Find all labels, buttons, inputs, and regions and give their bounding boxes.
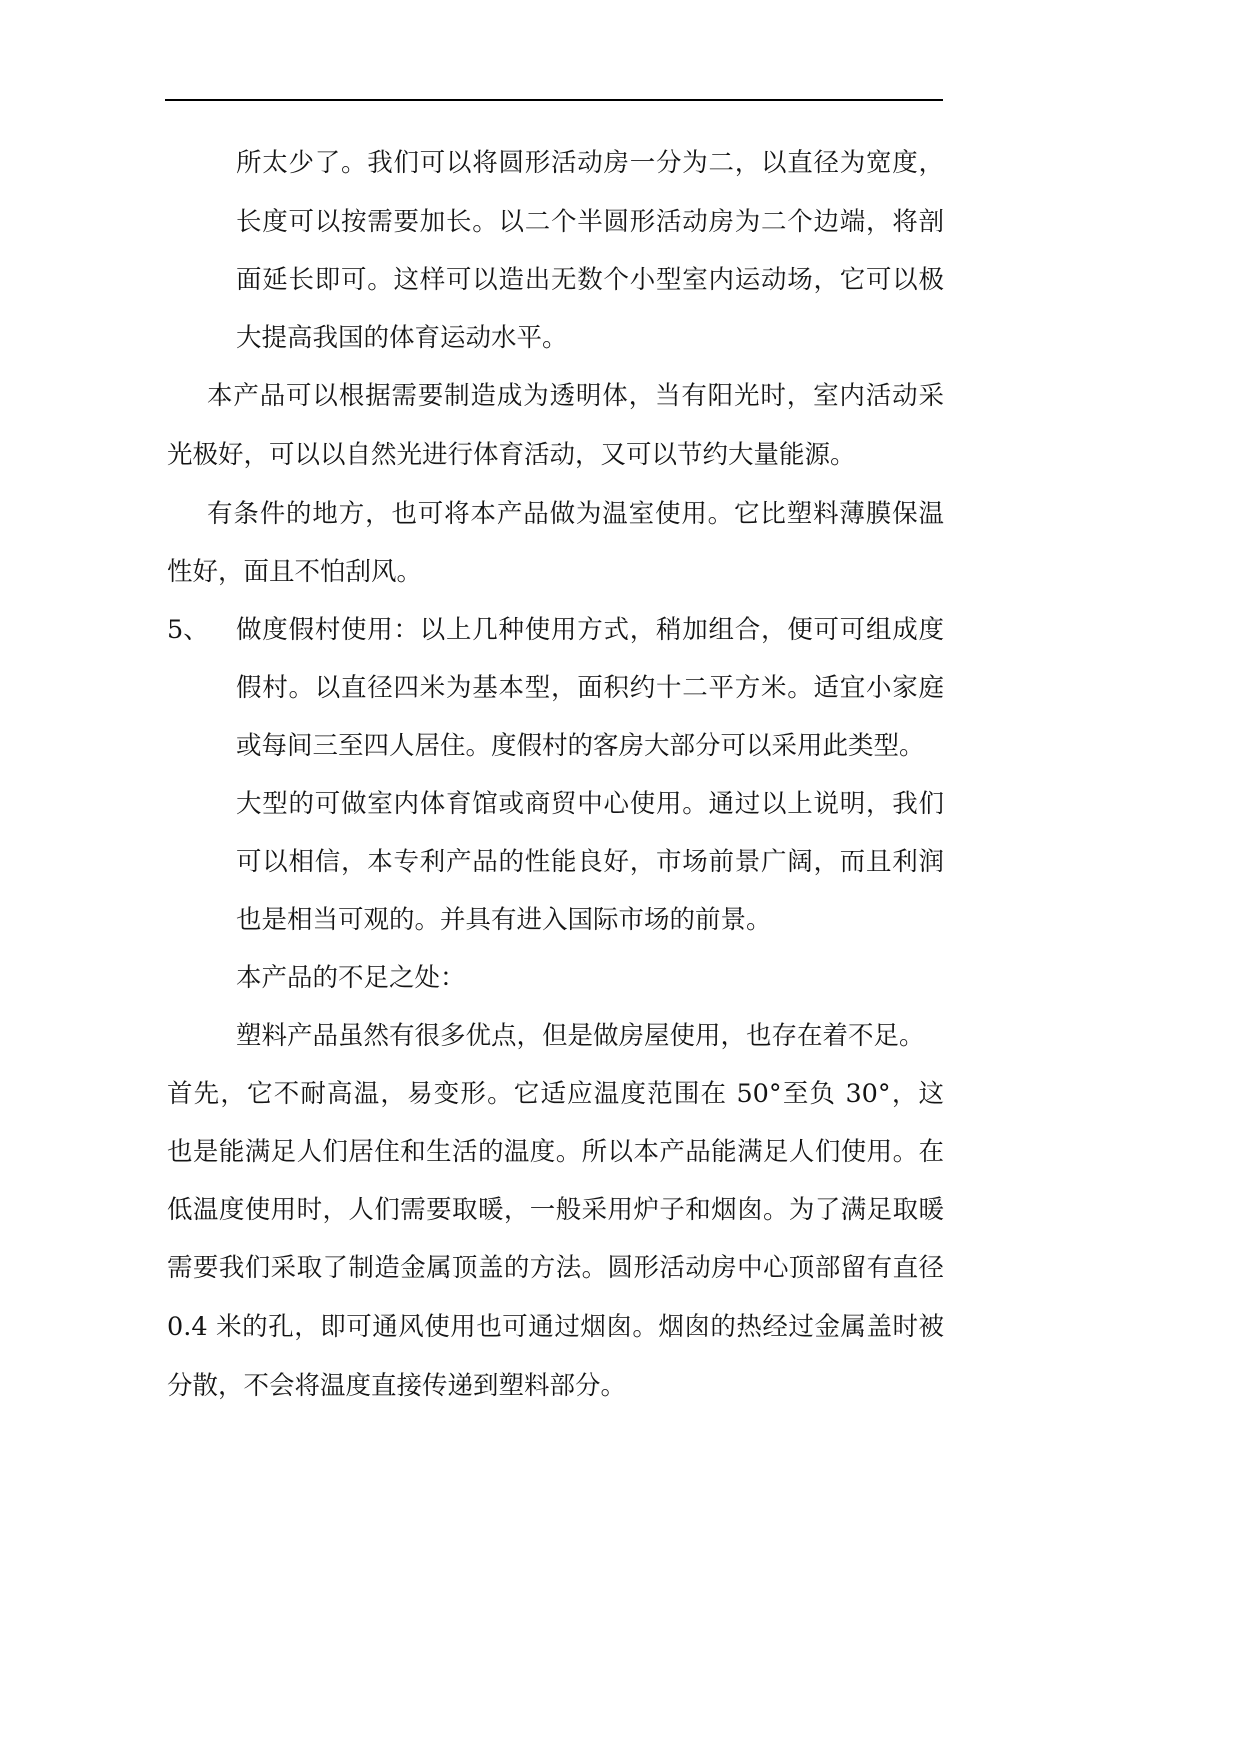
text-line: 面延长即可。这样可以造出无数个小型室内运动场，它可以极 (236, 265, 944, 295)
text-line: 0.4 米的孔，即可通风使用也可通过烟囱。烟囱的热经过金属盖时被 (167, 1312, 944, 1342)
text-line: 可以相信，本专利产品的性能良好，市场前景广阔，而且利润 (236, 847, 944, 877)
text-line: 或每间三至四人居住。度假村的客房大部分可以采用此类型。 (236, 731, 925, 761)
section-heading: 本产品的不足之处： (236, 963, 466, 993)
text-line: 首先，它不耐高温，易变形。它适应温度范围在 50°至负 30°，这 (167, 1079, 944, 1109)
list-marker: 5、 (167, 615, 209, 645)
text-line: 分散，不会将温度直接传递到塑料部分。 (167, 1371, 627, 1401)
text-line: 也是能满足人们居住和生活的温度。所以本产品能满足人们使用。在 (167, 1137, 944, 1167)
text-line: 大型的可做室内体育馆或商贸中心使用。通过以上说明，我们 (236, 789, 944, 819)
header-rule (165, 99, 943, 101)
text-line: 假村。以直径四米为基本型，面积约十二平方米。适宜小家庭 (236, 673, 944, 703)
text-line: 光极好，可以以自然光进行体育活动，又可以节约大量能源。 (167, 440, 856, 470)
text-line: 性好，面且不怕刮风。 (167, 557, 423, 587)
text-line: 所太少了。我们可以将圆形活动房一分为二，以直径为宽度， (236, 148, 944, 178)
text-line: 大提高我国的体育运动水平。 (236, 323, 568, 353)
text-line: 低温度使用时，人们需要取暖，一般采用炉子和烟囱。为了满足取暖 (167, 1195, 944, 1225)
text-line: 做度假村使用：以上几种使用方式，稍加组合，便可可组成度 (236, 615, 944, 645)
text-line: 长度可以按需要加长。以二个半圆形活动房为二个边端，将剖 (236, 207, 944, 237)
text-line: 也是相当可观的。并具有进入国际市场的前景。 (236, 905, 772, 935)
text-line: 需要我们采取了制造金属顶盖的方法。圆形活动房中心顶部留有直径 (167, 1253, 944, 1283)
text-line: 本产品可以根据需要制造成为透明体，当有阳光时，室内活动采 (207, 381, 944, 411)
text-line: 塑料产品虽然有很多优点，但是做房屋使用，也存在着不足。 (236, 1021, 925, 1051)
text-line: 有条件的地方，也可将本产品做为温室使用。它比塑料薄膜保温 (207, 499, 944, 529)
